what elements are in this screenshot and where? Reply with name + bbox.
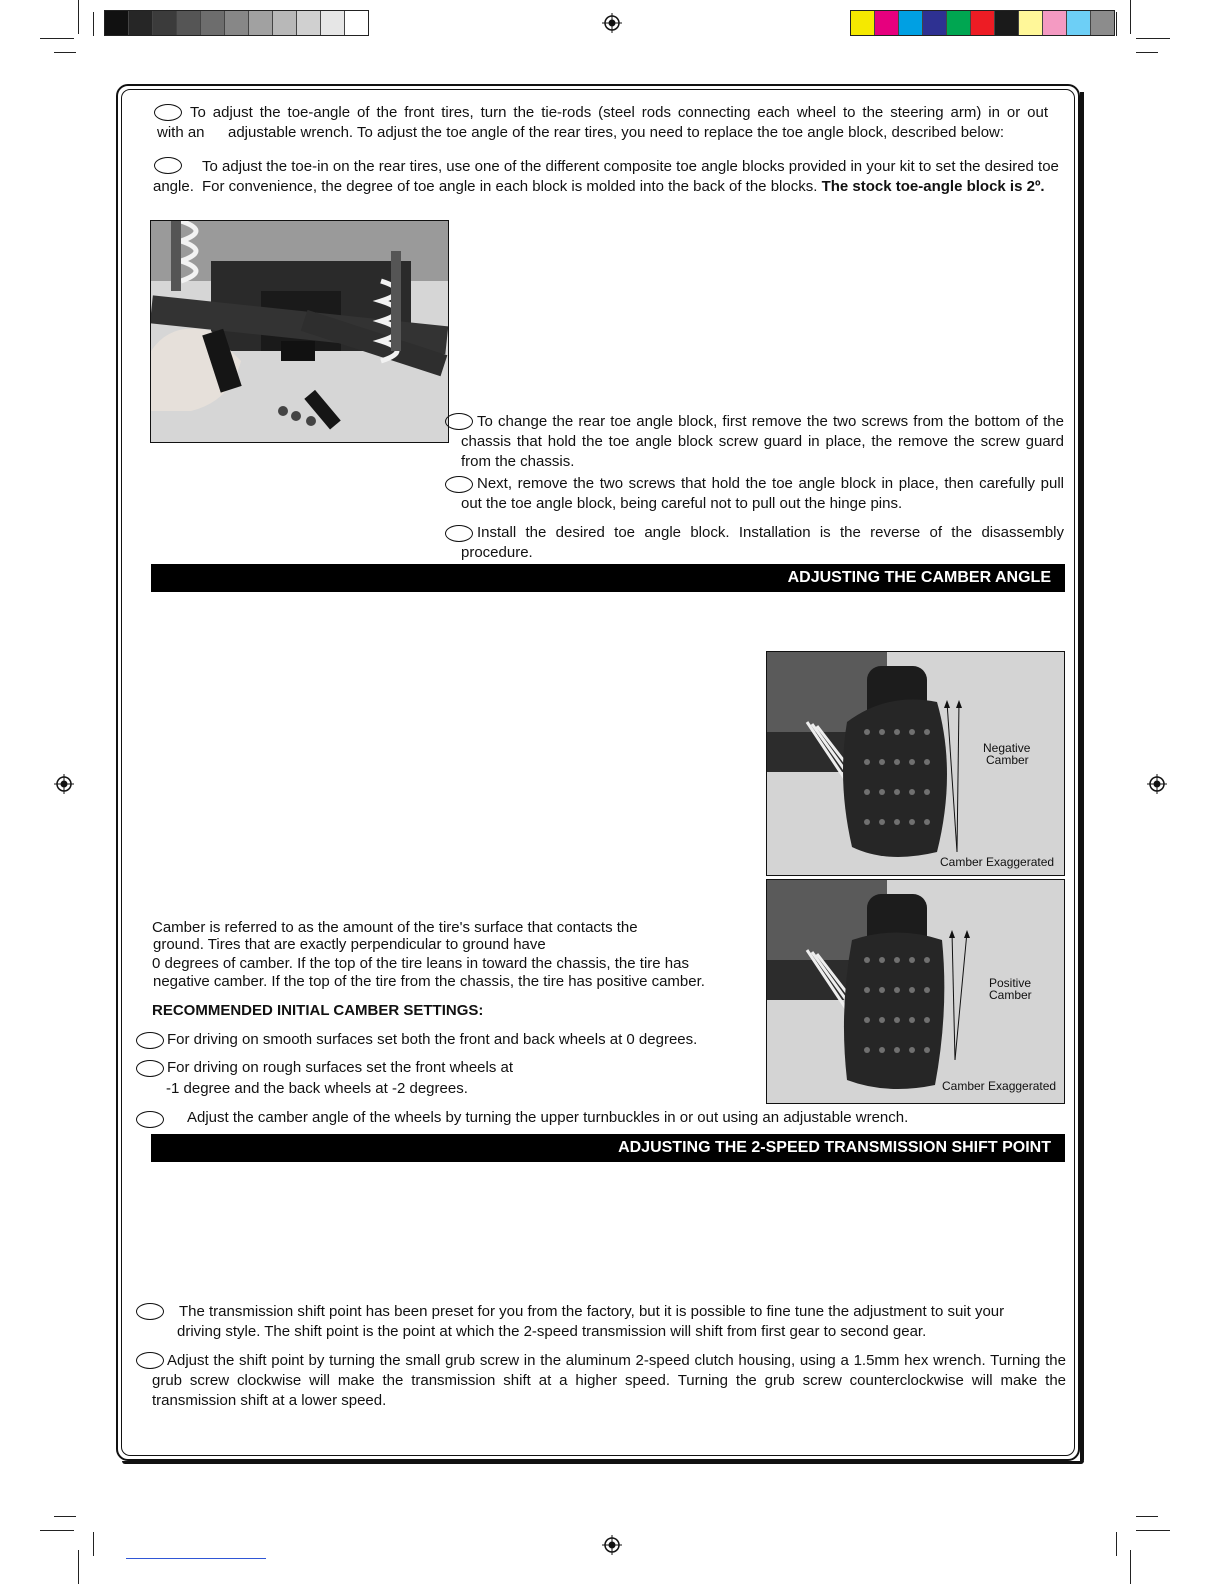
crop-mark <box>78 1550 79 1584</box>
camber-section-heading: ADJUSTING THE CAMBER ANGLE <box>151 564 1065 592</box>
toe-paragraph-2-line-1: To adjust the toe-in on the rear tires, use one of the different composite toe angle blocks provided in your kit to set the desired toe <box>202 158 1059 175</box>
color-swatch <box>345 11 368 35</box>
step-bullet-icon <box>154 104 182 121</box>
negative-camber-label: Negative <box>983 741 1031 755</box>
color-swatch <box>321 11 345 35</box>
camber-exaggerated-caption: Camber Exaggerated <box>942 1079 1057 1093</box>
shift-paragraph-2-line-3: transmission shift at a lower speed. <box>152 1392 387 1409</box>
crop-mark <box>78 0 79 34</box>
shift-paragraph-2-line-1: Adjust the shift point by turning the small grub screw in the aluminum 2-speed clutch housing, using a 1.5mm hex wrench. Turning the <box>167 1352 1066 1369</box>
step-bullet-icon <box>445 413 473 430</box>
positive-camber-label: Positive <box>989 976 1032 990</box>
camber-description-line-2: ground. Tires that are exactly perpendicular to ground have <box>153 936 546 953</box>
registration-mark-icon <box>54 774 74 794</box>
crop-mark <box>54 1516 76 1517</box>
color-swatch <box>947 11 971 35</box>
color-swatch <box>1043 11 1067 35</box>
registration-mark-icon <box>602 13 622 33</box>
color-swatch <box>1019 11 1043 35</box>
color-swatch <box>105 11 129 35</box>
step-bullet-icon <box>136 1111 164 1128</box>
color-swatch <box>971 11 995 35</box>
step-bullet-icon <box>445 476 473 493</box>
camber-exaggerated-caption: Camber Exaggerated <box>940 855 1055 869</box>
color-swatch <box>177 11 201 35</box>
camber-description-line-3: 0 degrees of camber. If the top of the tire leans in toward the chassis, the tire has <box>152 955 689 972</box>
toe-paragraph-1-line-2b: adjustable wrench. To adjust the toe angle of the rear tires, you need to replace the toe angle block, described below: <box>228 124 1005 141</box>
toe-step-3-line-1: Install the desired toe angle block. Installation is the reverse of the disassembly <box>477 524 1064 541</box>
color-swatch <box>1067 11 1091 35</box>
camber-smooth-surface-setting: For driving on smooth surfaces set both the front and back wheels at 0 degrees. <box>167 1031 698 1048</box>
registration-mark-icon <box>1147 774 1167 794</box>
toe-step-1-line-2: chassis that hold the toe angle block screw guard in place, the remove the screw guard <box>461 433 1064 450</box>
step-bullet-icon <box>445 525 473 542</box>
toe-step-2-line-1: Next, remove the two screws that hold the toe angle block in place, then carefully pull <box>477 475 1064 492</box>
toe-angle-block-photo <box>150 220 449 443</box>
crop-mark <box>1116 12 1117 36</box>
camber-rough-surface-setting-line-2: -1 degree and the back wheels at -2 degrees. <box>166 1080 468 1097</box>
color-swatch <box>297 11 321 35</box>
color-swatch <box>201 11 225 35</box>
camber-description-line-1: Camber is referred to as the amount of the tire's surface that contacts the <box>152 919 638 936</box>
toe-step-1-line-1: To change the rear toe angle block, first remove the two screws from the bottom of the <box>477 413 1064 430</box>
chassis-toe-block-illustration <box>151 221 448 442</box>
step-bullet-icon <box>136 1303 164 1320</box>
color-swatch <box>851 11 875 35</box>
shift-paragraph-1-line-2: driving style. The shift point is the point at which the 2-speed transmission will shift from first gear to second gear. <box>177 1323 927 1340</box>
stock-toe-block-note: The stock toe-angle block is 2º. <box>821 178 1045 195</box>
step-bullet-icon <box>136 1060 164 1077</box>
crop-mark <box>1136 1530 1170 1531</box>
color-swatch <box>1091 11 1114 35</box>
toe-paragraph-1-line-1: To adjust the toe-angle of the front tires, turn the tie-rods (steel rods connecting each wheel to the steering arm) in or out <box>190 104 1048 121</box>
shift-paragraph-1-line-1: The transmission shift point has been preset for you from the factory, but it is possible to fine tune the adjustment to suit your <box>179 1303 1005 1320</box>
crop-mark <box>1136 1516 1158 1517</box>
process-color-bar <box>850 10 1115 36</box>
camber-description-line-4: negative camber. If the top of the tire from the chassis, the tire has positive camber. <box>153 973 705 990</box>
crop-mark <box>40 1530 74 1531</box>
camber-adjust-instruction: Adjust the camber angle of the wheels by turning the upper turnbuckles in or out using an adjustable wrench. <box>187 1109 909 1126</box>
toe-step-2-line-2: out the toe angle block, being careful not to pull out the hinge pins. <box>461 495 903 512</box>
crop-mark <box>93 12 94 36</box>
toe-paragraph-2-text: For convenience, the degree of toe angle in each block is molded into the back of the blocks. <box>202 178 818 195</box>
crop-mark <box>1116 1532 1117 1556</box>
crop-mark <box>93 1532 94 1556</box>
color-swatch <box>225 11 249 35</box>
positive-camber-label: Camber <box>989 988 1032 1002</box>
crop-mark <box>54 52 76 53</box>
step-bullet-icon <box>154 157 182 174</box>
step-bullet-icon <box>136 1352 164 1369</box>
registration-mark-icon <box>602 1535 622 1555</box>
color-swatch <box>129 11 153 35</box>
color-swatch <box>899 11 923 35</box>
color-swatch <box>995 11 1019 35</box>
shift-paragraph-2-line-2: grub screw clockwise will make the transmission shift at a higher speed. Turning the grub screw counterclockwise will make the <box>152 1372 1066 1389</box>
toe-step-1-line-3: from the chassis. <box>461 453 575 470</box>
footer-underline <box>126 1558 266 1559</box>
color-swatch <box>923 11 947 35</box>
toe-step-3-line-2: procedure. <box>461 544 533 561</box>
toe-paragraph-2-line-2a: angle. <box>153 178 194 195</box>
camber-rough-surface-setting-line-1: For driving on rough surfaces set the front wheels at <box>167 1059 514 1076</box>
crop-mark <box>1130 1550 1131 1584</box>
shift-point-section-heading: ADJUSTING THE 2-SPEED TRANSMISSION SHIFT POINT <box>151 1134 1065 1162</box>
color-swatch <box>273 11 297 35</box>
color-swatch <box>153 11 177 35</box>
grayscale-color-bar <box>104 10 369 36</box>
crop-mark <box>40 38 74 39</box>
color-swatch <box>249 11 273 35</box>
frame-shadow <box>1080 92 1084 1464</box>
frame-shadow <box>122 1461 1084 1464</box>
negative-camber-label: Camber <box>986 753 1029 767</box>
crop-mark <box>1136 38 1170 39</box>
step-bullet-icon <box>136 1032 164 1049</box>
crop-mark <box>1130 0 1131 34</box>
color-swatch <box>875 11 899 35</box>
toe-paragraph-2-line-2b <box>202 177 1082 197</box>
toe-paragraph-1-line-2a: with an <box>157 124 205 141</box>
recommended-camber-heading: RECOMMENDED INITIAL CAMBER SETTINGS: <box>152 1002 484 1019</box>
crop-mark <box>1136 52 1158 53</box>
